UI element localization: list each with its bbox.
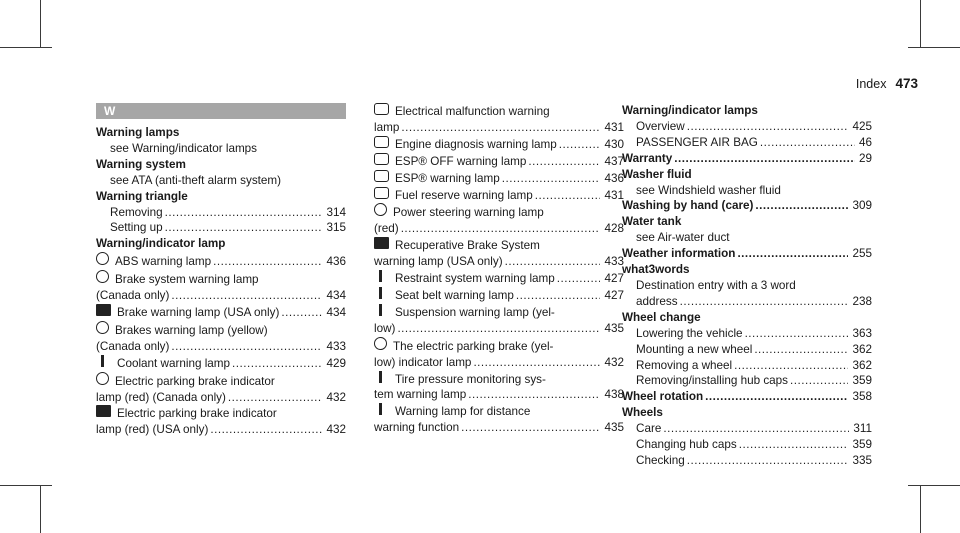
leader-dots [401, 221, 601, 237]
page-ref[interactable]: 435 [604, 321, 624, 335]
leader-dots [737, 246, 848, 262]
page-ref[interactable]: 358 [852, 390, 872, 404]
rbs-icon [374, 237, 389, 249]
page-ref[interactable]: 425 [852, 119, 872, 133]
parking-circle-icon [96, 372, 109, 385]
index-heading [622, 214, 872, 230]
entry-text: tem warning lamp [374, 388, 467, 402]
index-entry [622, 342, 872, 358]
page-number: 473 [895, 76, 918, 91]
page-ref[interactable]: 431 [604, 120, 624, 134]
leader-dots [754, 342, 848, 358]
entry-text: warning lamp (USA only) [374, 255, 503, 269]
entry-text: Mounting a new wheel [636, 342, 753, 356]
entry-text: low) indicator lamp [374, 355, 472, 369]
page-ref[interactable]: 309 [852, 199, 872, 213]
index-heading [96, 236, 346, 252]
index-column-1 [96, 103, 346, 438]
leader-dots [559, 137, 601, 153]
page-ref[interactable]: 432 [604, 355, 624, 369]
entry-text: lamp (red) (Canada only) [96, 390, 226, 404]
index-entry [622, 294, 872, 310]
fuel-icon [374, 187, 389, 199]
page-ref[interactable]: 434 [326, 289, 346, 303]
page-ref[interactable]: 428 [604, 222, 624, 236]
index-heading [622, 389, 872, 405]
index-entry [374, 287, 624, 304]
entry-text: lamp (red) (USA only) [96, 423, 209, 437]
index-entry [96, 422, 346, 438]
entry-text: The electric parking brake (yel- [393, 339, 554, 353]
page-ref[interactable]: 430 [604, 137, 624, 151]
index-entry [374, 420, 624, 436]
index-entry [622, 326, 872, 342]
index-heading [622, 167, 872, 183]
index-entry [374, 321, 624, 337]
entry-text: PASSENGER AIR BAG [636, 135, 758, 149]
index-heading [96, 189, 346, 205]
leader-dots [171, 339, 322, 355]
page-ref[interactable]: 359 [852, 438, 872, 452]
leader-dots [535, 188, 601, 204]
index-entry [374, 203, 624, 221]
leader-dots [734, 358, 848, 374]
page-ref[interactable]: 436 [326, 255, 346, 269]
brake-circle-icon [96, 321, 109, 334]
index-entry [374, 237, 624, 254]
entry-text: Care [636, 422, 662, 436]
leader-dots [705, 389, 848, 405]
index-entry [622, 373, 872, 389]
leader-dots [745, 326, 849, 342]
index-entry [374, 337, 624, 355]
entry-text: see Windshield washer fluid [636, 183, 781, 197]
entry-text: Brake system warning lamp [115, 273, 259, 287]
index-heading [96, 157, 346, 173]
entry-text: Recuperative Brake System [395, 239, 540, 253]
parking-circle-icon [374, 337, 387, 350]
page-ref[interactable]: 427 [604, 272, 624, 286]
leader-dots [228, 390, 323, 406]
entry-text: Wheel change [622, 310, 701, 324]
suspension-icon [374, 304, 389, 316]
index-entry [374, 153, 624, 170]
entry-text: see Air-water duct [636, 231, 730, 245]
entry-text: Brakes warning lamp (yellow) [115, 323, 268, 337]
index-entry [622, 278, 872, 294]
entry-text: Electrical malfunction warning [395, 105, 550, 118]
page-ref[interactable]: 432 [326, 423, 346, 437]
leader-dots [171, 288, 322, 304]
index-entry [622, 230, 872, 246]
page-ref[interactable]: 238 [852, 294, 872, 308]
leader-dots [213, 254, 322, 270]
entry-text: Warning lamps [96, 126, 180, 139]
section-letter: W [96, 103, 346, 119]
index-heading [622, 198, 872, 214]
entry-text: Fuel reserve warning lamp [395, 188, 533, 202]
entry-text: Power steering warning lamp [393, 206, 544, 220]
page-ref[interactable]: 429 [326, 356, 346, 370]
crop-mark [0, 485, 52, 486]
index-entry [96, 405, 346, 422]
crop-mark [40, 0, 41, 48]
crop-mark [920, 0, 921, 48]
entry-text: Warning system [96, 157, 186, 171]
leader-dots [790, 373, 848, 389]
index-entry [96, 372, 346, 390]
entry-text: low) [374, 321, 396, 335]
leader-dots [755, 198, 848, 214]
entry-text: (red) [374, 222, 399, 236]
brake-circle-icon [96, 270, 109, 283]
entry-text: ABS warning lamp [115, 255, 212, 269]
entry-text: Brake warning lamp (USA only) [117, 305, 280, 319]
leader-dots [397, 321, 600, 337]
leader-dots [468, 387, 600, 403]
entry-text: Restraint system warning lamp [395, 272, 555, 286]
index-heading [622, 246, 872, 262]
page-ref[interactable]: 433 [604, 255, 624, 269]
index-entry [374, 403, 624, 420]
index-entry [374, 187, 624, 204]
leader-dots [674, 151, 855, 167]
leader-dots [687, 119, 849, 135]
entry-text: Changing hub caps [636, 438, 737, 452]
leader-dots [680, 294, 849, 310]
entry-text: see ATA (anti-theft alarm system) [110, 173, 282, 187]
page-ref[interactable]: 311 [853, 422, 872, 436]
leader-dots [687, 453, 849, 469]
index-entry [96, 252, 346, 270]
page-ref[interactable]: 359 [852, 374, 872, 388]
leader-dots [461, 420, 600, 436]
restraint-icon [374, 270, 389, 282]
leader-dots [663, 421, 849, 437]
page-ref[interactable]: 435 [604, 421, 624, 435]
entry-text: Seat belt warning lamp [395, 288, 514, 302]
entry-text: Checking [636, 453, 685, 467]
entry-text: Warranty [622, 151, 673, 165]
entry-text: (Canada only) [96, 289, 170, 303]
page-ref[interactable]: 437 [604, 154, 624, 168]
entry-text: Warning lamp for distance [395, 405, 531, 419]
entry-text: ESP® OFF warning lamp [395, 154, 527, 168]
crop-mark [920, 485, 921, 533]
entry-text: Electric parking brake indicator [115, 374, 275, 388]
page-ref[interactable]: 362 [852, 342, 872, 356]
index-entry [96, 321, 346, 339]
entry-text: Warning triangle [96, 189, 188, 203]
index-entry [374, 170, 624, 187]
leader-dots [516, 288, 601, 304]
index-heading [622, 310, 872, 326]
index-entry [622, 183, 872, 199]
entry-text: Wheels [622, 406, 663, 420]
entry-text: address [636, 294, 678, 308]
index-entry [96, 173, 346, 189]
entry-text: what3words [622, 263, 690, 277]
leader-dots [281, 305, 322, 321]
index-entry [96, 355, 346, 372]
index-entry [96, 288, 346, 304]
index-entry [622, 358, 872, 374]
entry-text: lamp [374, 120, 400, 134]
battery-icon [374, 103, 389, 115]
crop-mark [908, 485, 960, 486]
entry-text: ESP® warning lamp [395, 171, 500, 185]
crop-mark [908, 47, 960, 48]
index-column-2 [374, 103, 624, 436]
brake-usa-icon [96, 304, 111, 316]
abs-icon [96, 252, 109, 265]
index-entry [96, 270, 346, 288]
index-entry [96, 390, 346, 406]
distance-icon [374, 403, 389, 415]
index-entry [622, 437, 872, 453]
entry-text: Water tank [622, 215, 682, 229]
index-heading [622, 262, 872, 278]
entry-text: Wheel rotation [622, 390, 704, 404]
page-ref[interactable]: 314 [326, 205, 346, 219]
page-ref[interactable]: 433 [326, 339, 346, 353]
page-ref[interactable]: 427 [604, 288, 624, 302]
index-heading [622, 151, 872, 167]
index-entry [96, 205, 346, 221]
index-entry [374, 387, 624, 403]
entry-text: Suspension warning lamp (yel- [395, 305, 555, 319]
page-ref[interactable]: 255 [852, 247, 872, 261]
entry-text: Washing by hand (care) [622, 199, 754, 213]
index-entry [96, 220, 346, 236]
page-ref[interactable]: 436 [604, 171, 624, 185]
page-ref[interactable]: 335 [852, 453, 872, 467]
leader-dots [528, 154, 600, 170]
index-entry [374, 355, 624, 371]
leader-dots [760, 135, 855, 151]
index-entry [374, 136, 624, 153]
index-entry [374, 270, 624, 287]
leader-dots [165, 205, 323, 221]
entry-text: Destination entry with a 3 word [636, 278, 796, 292]
index-entry [622, 421, 872, 437]
leader-dots [739, 437, 849, 453]
entry-text: warning function [374, 421, 460, 435]
page-ref[interactable]: 46 [858, 135, 872, 149]
index-column-3 [622, 103, 872, 469]
index-entry [622, 119, 872, 135]
entry-text: see Warning/indicator lamps [110, 141, 258, 155]
leader-dots [232, 356, 322, 372]
page-ref[interactable]: 432 [326, 390, 346, 404]
leader-dots [557, 271, 601, 287]
crop-mark [0, 47, 52, 48]
park-usa-icon [96, 405, 111, 417]
seatbelt-icon [374, 287, 389, 299]
index-heading [622, 405, 872, 421]
page-ref[interactable]: 362 [852, 358, 872, 372]
engine-icon [374, 136, 389, 148]
steering-icon [374, 203, 387, 216]
esp-icon [374, 170, 389, 182]
leader-dots [210, 422, 322, 438]
entry-text: Setting up [110, 221, 163, 235]
page-ref[interactable]: 29 [858, 151, 872, 165]
index-entry [374, 221, 624, 237]
page-ref[interactable]: 438 [604, 388, 624, 402]
entry-text: Removing a wheel [636, 358, 733, 372]
index-entry [374, 304, 624, 321]
leader-dots [502, 171, 601, 187]
leader-dots [401, 120, 600, 136]
entry-text: (Canada only) [96, 339, 170, 353]
page-ref[interactable]: 315 [326, 221, 346, 235]
entry-text: Tire pressure monitoring sys- [395, 372, 546, 386]
index-entry [96, 141, 346, 157]
leader-dots [473, 355, 600, 371]
index-heading [96, 125, 346, 141]
index-entry [622, 453, 872, 469]
coolant-icon [96, 355, 111, 367]
index-entry [96, 304, 346, 321]
entry-text: Warning/indicator lamps [622, 104, 758, 117]
index-heading [622, 103, 872, 119]
entry-text: Electric parking brake indicator [117, 407, 277, 421]
leader-dots [165, 220, 323, 236]
entry-text: Overview [636, 119, 685, 133]
index-entry [374, 103, 624, 120]
entry-text: Removing/installing hub caps [636, 374, 789, 388]
entry-text: Engine diagnosis warning lamp [395, 137, 557, 151]
entry-text: Warning/indicator lamp [96, 237, 226, 251]
entry-text: Weather information [622, 247, 736, 261]
page-header [856, 76, 918, 91]
entry-text: Coolant warning lamp [117, 356, 231, 370]
index-entry [374, 254, 624, 270]
leader-dots [505, 254, 601, 270]
index-entry [96, 339, 346, 355]
tire-icon [374, 371, 389, 383]
entry-text: Lowering the vehicle [636, 326, 743, 340]
page-ref[interactable]: 434 [326, 305, 346, 319]
index-entry [374, 371, 624, 388]
entry-text: Removing [110, 205, 163, 219]
esp-off-icon [374, 153, 389, 165]
header-title: Index [855, 77, 887, 91]
entry-text: Washer fluid [622, 167, 692, 181]
page-ref[interactable]: 431 [604, 188, 624, 202]
index-entry [374, 120, 624, 136]
page-ref[interactable]: 363 [852, 326, 872, 340]
crop-mark [40, 485, 41, 533]
index-entry [622, 135, 872, 151]
